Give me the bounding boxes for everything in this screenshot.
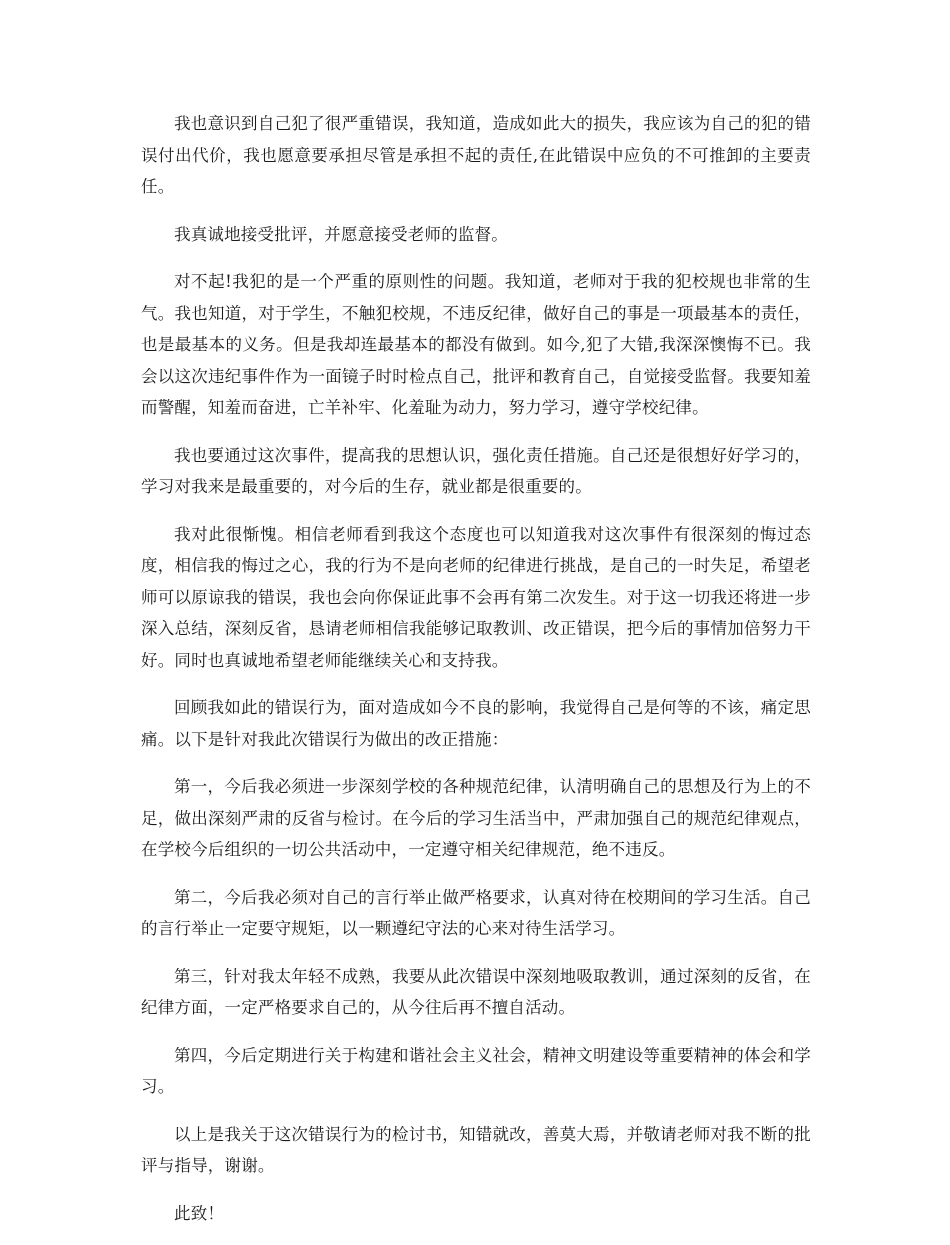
paragraph-measure-third: 第三，针对我太年轻不成熟，我要从此次错误中深刻地吸取教训，通过深刻的反省，在纪律方面，一定严格要求自己的，从今往后再不擅自活动。	[141, 966, 811, 1017]
paragraph-admission: 我也意识到自己犯了很严重错误，我知道，造成如此大的损失，我应该为自己的犯的错误付出代价，我也愿意要承担尽管是承担不起的责任,在此错误中应负的不可推卸的主要责任。	[141, 114, 811, 196]
paragraph-improve-awareness: 我也要通过这次事件，提高我的思想认识，强化责任措施。自己还是很想好好学习的，学习对我来是最重要的，对今后的生存，就业都是很重要的。	[141, 445, 811, 496]
paragraph-apology: 对不起!我犯的是一个严重的原则性的问题。我知道，老师对于我的犯校规也非常的生气。我也知道，对于学生，不触犯校规，不违反纪律，做好自己的事是一项最基本的责任，也是最基本的义务。但是我却连最基本的都没有做到。如今,犯了大错,我深深懊悔不已。我会以这次违纪事件作为一面镜子时时检点自己，批评和教育自己，自觉接受监督。我要知羞而警醒，知羞而奋进，亡羊补牢、化羞耻为动力，努力学习，遵守学校纪律。	[141, 272, 811, 417]
paragraph-conclusion: 以上是我关于这次错误行为的检讨书，知错就改，善莫大焉，并敬请老师对我不断的批评与指导，谢谢。	[141, 1124, 811, 1175]
paragraph-measure-fourth: 第四，今后定期进行关于构建和谐社会主义社会，精神文明建设等重要精神的体会和学习。	[141, 1045, 811, 1096]
paragraph-reflection: 回顾我如此的错误行为，面对造成如今不良的影响，我觉得自己是何等的不该，痛定思痛。以下是针对我此次错误行为做出的改正措施：	[141, 698, 811, 749]
paragraph-remorse: 我对此很惭愧。相信老师看到我这个态度也可以知道我对这次事件有很深刻的悔过态度，相信我的悔过之心，我的行为不是向老师的纪律进行挑战，是自己的一时失足，希望老师可以原谅我的错误，我也会向你保证此事不会再有第二次发生。对于这一切我还将进一步深入总结，深刻反省，恳请老师相信我能够记取教训、改正错误，把今后的事情加倍努力干好。同时也真诚地希望老师能继续关心和支持我。	[141, 524, 811, 670]
document-body	[141, 108, 811, 1245]
paragraph-accept-criticism: 我真诚地接受批评，并愿意接受老师的监督。	[174, 224, 508, 244]
paragraph-closing: 此致！	[174, 1203, 225, 1223]
paragraph-measure-first: 第一，今后我必须进一步深刻学校的各种规范纪律，认清明确自己的思想及行为上的不足，做出深刻严肃的反省与检讨。在今后的学习生活当中，严肃加强自己的规范纪律观点，在学校今后组织的一切公共活动中，一定遵守相关纪律规范，绝不违反。	[141, 777, 811, 859]
paragraph-measure-second: 第二，今后我必须对自己的言行举止做严格要求，认真对待在校期间的学习生活。自己的言行举止一定要守规矩，以一颗遵纪守法的心来对待生活学习。	[141, 887, 811, 938]
